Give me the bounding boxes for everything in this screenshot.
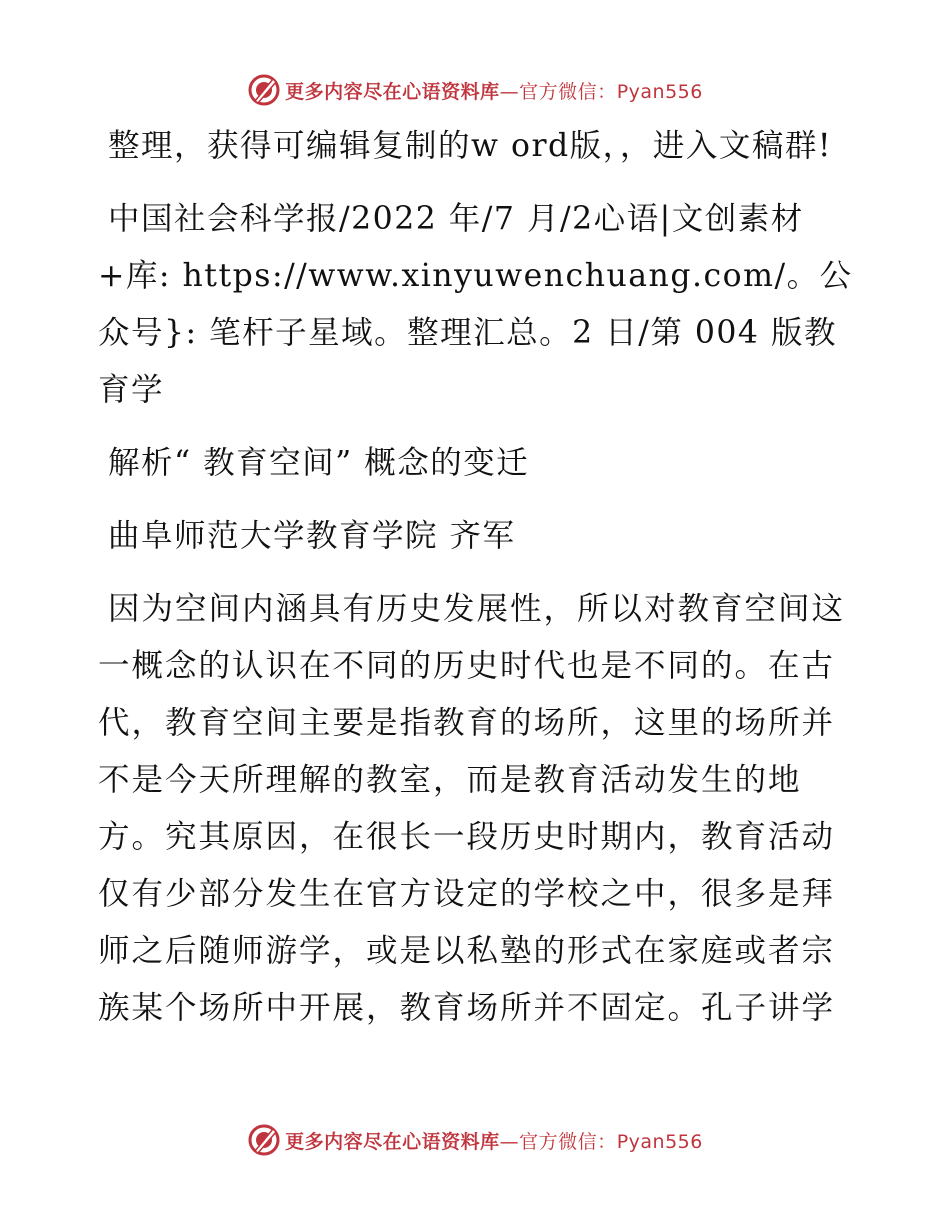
watermark-separator: — (499, 80, 520, 103)
quill-logo-icon (247, 73, 281, 107)
watermark-footer (0, 1120, 950, 1160)
watermark-header (0, 70, 950, 110)
body-paragraph: 因为空间内涵具有历史发展性，所以对教育空间这一概念的认识在不同的历史时代也是不同的。在古代，教育空间主要是指教育的场所，这里的场所并不是今天所理解的教室，而是教育活动发生的地方。究其原因，在很长一段历史时期内，教育活动仅有少部分发生在官方设定的学校之中，很多是拜师之后随师游学，或是以私塾的形式在家庭或者宗族某个场所中开展，教育场所并不固定。孔子讲学 (98, 591, 846, 1026)
watermark-suffix: 官方微信： (519, 1130, 617, 1153)
article-title: 解析“ 教育空间” 概念的变迁 (108, 445, 530, 481)
source-citation: 中国社会科学报/2022 年/7 月/2心语|文创素材+库: https://www.xinyuwenchuang.com/。公众号}: 笔杆子星域。整理汇总。2 日/第 004 版教育学 (98, 201, 853, 408)
watermark-brand: 更多内容尽在心语资料库 (285, 80, 500, 103)
watermark-brand: 更多内容尽在心语资料库 (285, 1130, 500, 1153)
watermark-suffix: 官方微信： (519, 80, 617, 103)
quill-logo-icon (247, 1123, 281, 1157)
intro-paragraph: 整理，获得可编辑复制的w ord版，，进入文稿群! (108, 128, 833, 164)
watermark-account: Pyan556 (616, 1130, 703, 1153)
author-line: 曲阜师范大学教育学院 齐军 (108, 518, 516, 554)
document-body (98, 118, 858, 1053)
watermark-separator: — (499, 1130, 520, 1153)
watermark-account: Pyan556 (616, 80, 703, 103)
